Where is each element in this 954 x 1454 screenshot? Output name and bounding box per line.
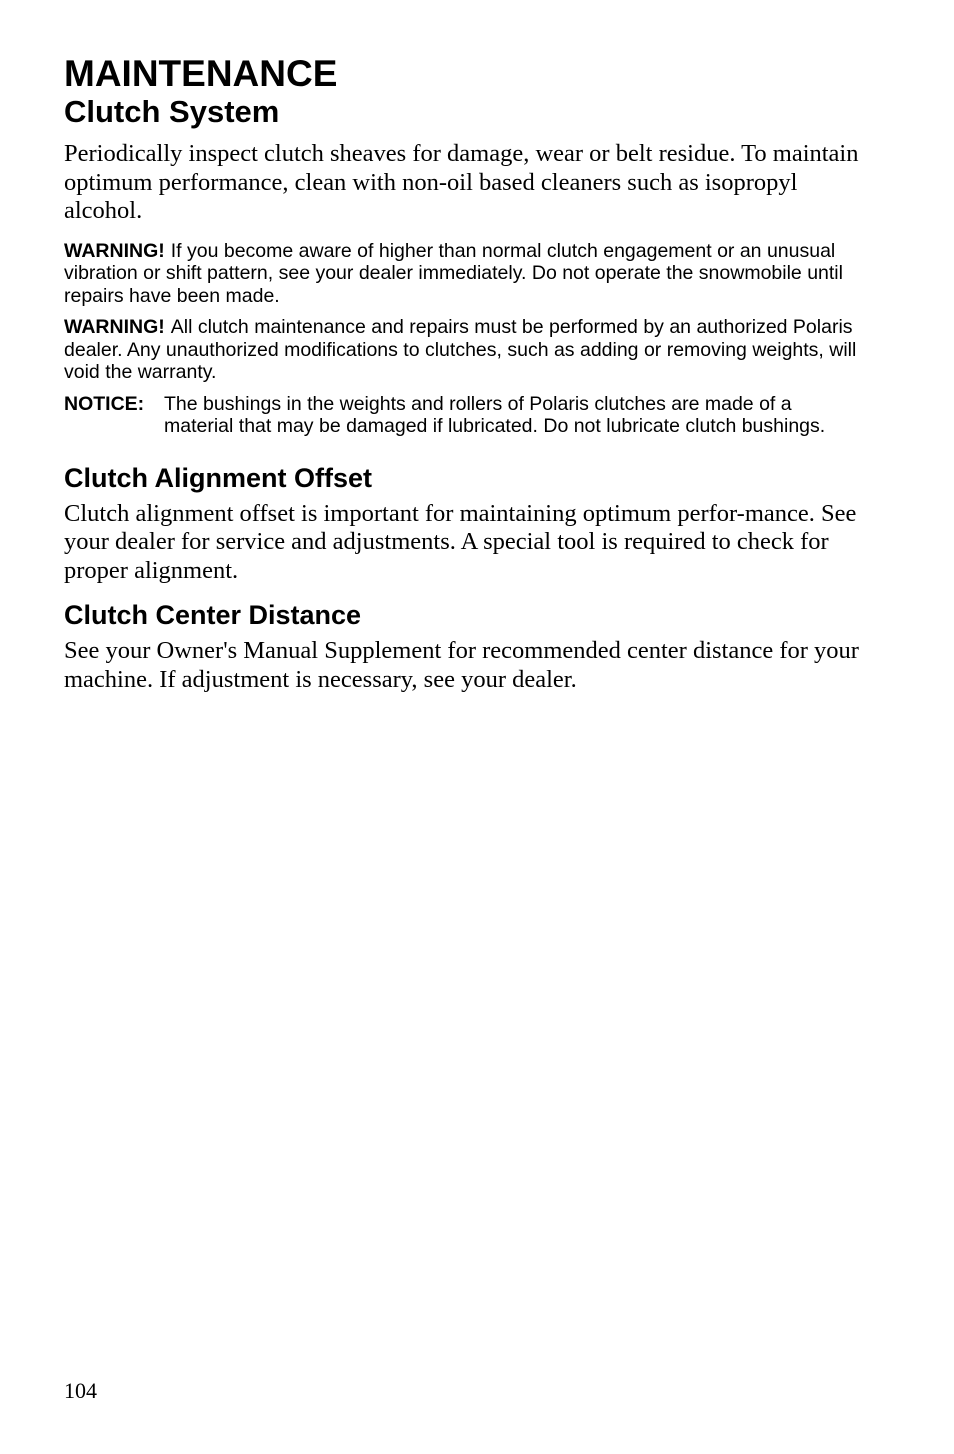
heading-clutch-center-distance: Clutch Center Distance — [64, 600, 362, 630]
page-content — [64, 54, 864, 708]
section-title: MAINTENANCE — [64, 53, 338, 94]
subsection-title: Clutch System — [64, 94, 280, 129]
page-number: 104 — [64, 1378, 97, 1403]
warning-label: WARNING! — [64, 316, 165, 338]
paragraph-clutch-alignment-offset: Clutch alignment offset is important for maintaining optimum perfor-mance. See your dealer for service and adjustments. A special tool is required to check for proper alignment. — [64, 499, 857, 584]
warning-label: WARNING! — [64, 239, 165, 262]
notice-block — [64, 393, 864, 438]
heading-clutch-alignment-offset: Clutch Alignment Offset — [64, 462, 372, 493]
notice-label: NOTICE: — [64, 392, 145, 415]
notice-text: The bushings in the weights and rollers of Polaris clutches are made of a material that may be damaged if lubricated. Do not lubricate clutch bushings. — [164, 392, 826, 437]
intro-paragraph: Periodically inspect clutch sheaves for damage, wear or belt residue. To maintain optimum performance, clean with non-oil based cleaners such as isopropyl alcohol. — [64, 140, 859, 224]
paragraph-clutch-center-distance: See your Owner's Manual Supplement for recommended center distance for your machine. If adjustment is necessary, see your dealer. — [64, 637, 859, 693]
warning-block-2 — [64, 316, 864, 384]
warning-text: All clutch maintenance and repairs must be performed by an authorized Polaris dealer. Any unauthorized modifications to clutches, such as adding or removing weights, will void the warranty. — [64, 316, 857, 383]
warning-block-1 — [64, 240, 864, 308]
warning-text: If you become aware of higher than normal clutch engagement or an unusual vibration or shift pattern, see your dealer immediately. Do not operate the snowmobile until repairs have been made. — [64, 239, 843, 307]
